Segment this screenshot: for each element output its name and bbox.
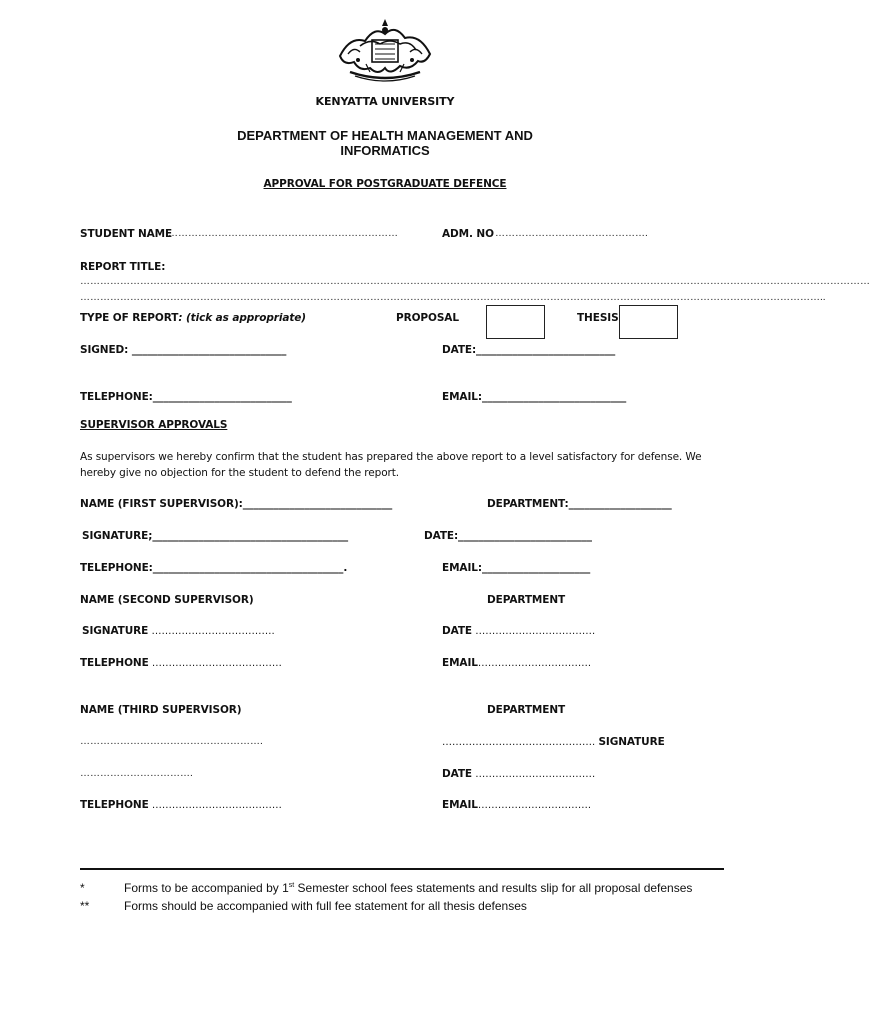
second-supervisor-signature-row[interactable] [82,625,275,637]
type-of-report-label [80,312,306,324]
department-title-line2: INFORMATICS [340,143,430,158]
footnote-1-sup: st [288,882,295,889]
student-telephone-field[interactable]: TELEPHONE:___________________________ [80,391,292,403]
third-supervisor-signature-row[interactable] [442,736,665,748]
third-supervisor-signature-label: SIGNATURE [598,736,665,748]
third-supervisor-telephone-label: TELEPHONE [80,799,149,811]
student-name-field[interactable]: …………………………………………………………… [168,228,398,239]
second-supervisor-signature-dots: ………………………………. [151,626,275,637]
form-title: APPROVAL FOR POSTGRADUATE DEFENCE [263,178,507,190]
second-supervisor-email-dots: ……………………………. [477,658,592,669]
second-supervisor-department-label: DEPARTMENT [487,594,566,606]
report-title-field-line1[interactable]: ………………………………………………………………………………………………………………………………………………………………………………………………………………… [80,276,870,287]
supervisor-statement-line1: As supervisors we hereby confirm that the student has prepared the above report to a level satisfactory for defense. We [80,451,702,463]
footnote-1-text-before: Forms to be accompanied by 1 [124,881,289,895]
university-name: KENYATTA UNIVERSITY [315,95,455,108]
third-supervisor-email-row[interactable] [442,799,591,811]
type-of-report-hint: : (tick as appropriate) [178,312,306,324]
report-title-label: REPORT TITLE: [80,261,166,273]
footnote-2-text: Forms should be accompanied with full fee statement for all thesis defenses [124,899,527,913]
second-supervisor-date-label: DATE [442,625,472,637]
first-supervisor-date-field[interactable]: DATE:__________________________ [424,530,592,542]
type-of-report-text: TYPE OF REPORT [80,312,179,324]
report-title-field-line2[interactable]: …………………………………………………………………………………………………………………………………………………………………………………………………….. [80,292,826,303]
third-supervisor-telephone-row[interactable] [80,799,282,811]
student-name-label: STUDENT NAME [80,228,173,240]
first-supervisor-telephone-field[interactable]: TELEPHONE:_____________________________________. [80,562,348,574]
department-title-line1: DEPARTMENT OF HEALTH MANAGEMENT AND [237,128,533,143]
second-supervisor-date-dots: ……………………………… [475,626,596,637]
student-email-field[interactable]: EMAIL:____________________________ [442,391,627,403]
footnote-1-marker: * [80,881,85,895]
second-supervisor-name-label: NAME (SECOND SUPERVISOR) [80,594,254,606]
first-supervisor-email-field[interactable]: EMAIL:_____________________ [442,562,591,574]
first-supervisor-signature-field[interactable]: SIGNATURE;______________________________________ [82,530,349,542]
third-supervisor-email-dots: ……………………………. [477,800,592,811]
proposal-checkbox[interactable] [486,305,545,339]
supervisor-approvals-heading: SUPERVISOR APPROVALS [80,419,228,431]
university-logo [330,16,440,86]
footnote-2-marker: ** [80,899,90,913]
third-supervisor-telephone-dots: ………………………………… [151,800,282,811]
second-supervisor-email-label: EMAIL [442,657,478,669]
student-date-field[interactable]: DATE:___________________________ [442,344,616,356]
first-supervisor-department-field[interactable]: DEPARTMENT:____________________ [487,498,672,510]
supervisor-statement-line2: hereby give no objection for the student to defend the report. [80,467,399,479]
footnote-1-text [124,881,692,895]
third-supervisor-signature-dots: ………………………………………. [442,737,596,748]
second-supervisor-email-row[interactable] [442,657,591,669]
third-supervisor-date-dots: ……………………………… [475,769,596,780]
thesis-checkbox[interactable] [619,305,678,339]
third-supervisor-date-label: DATE [442,768,472,780]
third-supervisor-date-row[interactable] [442,768,595,780]
proposal-label: PROPOSAL [396,312,459,324]
third-supervisor-department-label: DEPARTMENT [487,704,566,716]
second-supervisor-signature-label: SIGNATURE [82,625,149,637]
footnote-1-text-after: Semester school fees statements and results slip for all proposal defenses [294,881,693,895]
student-signed-field[interactable]: SIGNED: ______________________________ [80,344,287,356]
second-supervisor-telephone-dots: ………………………………… [151,658,282,669]
second-supervisor-telephone-row[interactable] [80,657,282,669]
third-supervisor-department-field[interactable]: ……………………………. [80,768,193,779]
third-supervisor-email-label: EMAIL [442,799,478,811]
adm-no-field[interactable]: ………………………………………. [495,228,648,239]
thesis-label: THESIS [577,312,619,324]
crest-icon [330,16,440,86]
third-supervisor-name-field[interactable]: ………………………………………………. [80,736,263,747]
second-supervisor-date-row[interactable] [442,625,595,637]
second-supervisor-telephone-label: TELEPHONE [80,657,149,669]
first-supervisor-name-field[interactable]: NAME (FIRST SUPERVISOR):_____________________________ [80,498,393,510]
third-supervisor-name-label: NAME (THIRD SUPERVISOR) [80,704,242,716]
footer-divider [80,868,724,870]
adm-no-label: ADM. NO [442,228,494,240]
